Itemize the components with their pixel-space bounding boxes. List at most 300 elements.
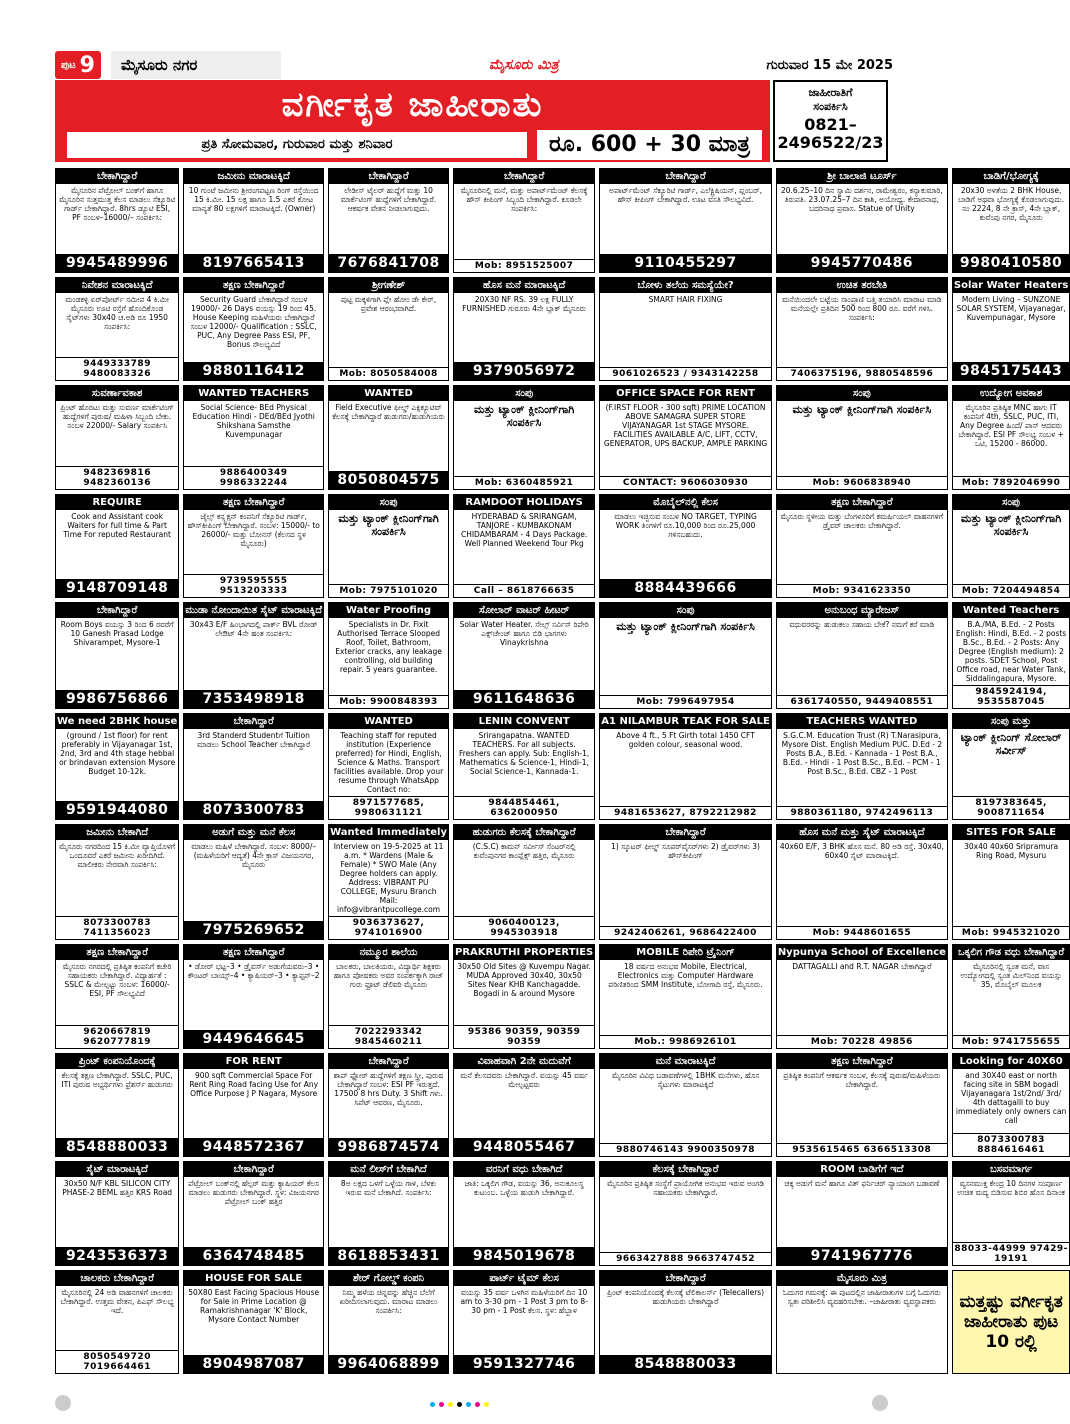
ad-heading: ನಮ್ಮೂರ ಶಾಲೆಯ [329,945,448,960]
ad-body: ಶಾಪ್ ಫ್ಲೋರ್ ಹುದ್ದೆಗಳಿಗೆ ತಕ್ಷಣ ಸ್ತ್ರೀ, ಪುರುಷ ಬೇಕಾಗಿದ್ದಾರೆ ಸಂಬಳ: ESI PF ಇರುತ್ತದೆ. 17500 8 hrs Duty. 3 Shift ಗಳು. ಸಿಪೆಟ್ ಆವರಣ, ಮೈಸೂರು. [333,1070,444,1107]
ad-phone: Mob: 9945321020 [953,926,1069,939]
ad-phone: 9620667819 9620777819 [56,1025,178,1048]
ad-heading: ಮನೆ ಲೀಸ್‌ಗೆ ಬೇಕಾಗಿದೆ [329,1162,448,1177]
ad-heading: ಬೇಕಾಗಿದ್ದಾರೆ [56,169,178,184]
ad-heading: ಬೇಕಾಗಿದ್ದಾರೆ [184,1162,323,1177]
ad-phone: 8884439666 [600,579,771,597]
ad-body: ಮತ್ತು ಟ್ಯಾಂಕ್ ಕ್ಲೀನಿಂಗ್‌ಗಾಗಿ ಸಂಪರ್ಕಿಸಿ [338,511,439,538]
ad-heading: ಬೋಳು ತಲೆಯ ಸಮಸ್ಯೆಯೇ? [600,278,771,293]
ad-phone: 9880746143 9900350978 [600,1143,771,1156]
ad-heading: ಶ್ರೀ ಬಾಲಾಜಿ ಟೂರ್ಸ್ [777,169,947,184]
ad-body: ವಯಸ್ಸು 35 ವರ್ಷ ಒಳಗಿನ ಮಹಿಳೆಯರಿಗೆ ದಿನ 10 am to 3-30 pm - 1 Post 3 pm to 8-30 pm - 1 Post ಕೆಲಸ. ಸ್ಥಳ: ಹೆಬ್ಬಾಳ [460,1287,588,1315]
ad-body: ಮತ್ತು ಟ್ಯಾಂಕ್ ಕ್ಲೀನಿಂಗ್‌ಗಾಗಿ ಸಂಪರ್ಕಿಸಿ [960,511,1062,538]
classified-ad [183,494,324,599]
classified-ad [453,385,595,490]
classified-ad [453,1161,595,1266]
classified-ad [599,1053,772,1158]
contact-line-1: ಜಾಹೀರಾತಿಗೆ [808,86,853,99]
classified-ad [328,494,449,599]
ad-phone: Mob: 9741755655 [953,1035,1069,1048]
ad-phone: 9886400349 9986332244 [184,466,323,489]
classified-ad [453,1270,595,1375]
ad-body: ಪ್ರಿಂಟ್ ಹೊರಟು ಮತ್ತು ಸುವರ್ಣ ಮಾರ್ಕೆಟಿಂಗ್ ಹುದ್ದೆಗಳಿಗೆ ಪುರುಷ/ ಮಹಿಳಾ ಸಿಬ್ಬಂದಿ ಬೇಕು. ಸಂಬಳ 22000/- Salary ಸಂಪರ್ಕಿಸಿ [60,403,174,430]
ad-body: 3rd Standerd Studentಗೆ Tuition ಮಾಡಲು School Teacher ಬೇಕಾಗಿದ್ದಾರೆ [197,731,311,749]
classified-ad [55,1053,179,1158]
ad-heading: ಉದ್ಯೋಗ ಅವಕಾಶ [953,386,1069,401]
ad-heading: ವಿವಾಹವಾಗಿ 2ನೇ ಮದುವೆಗೆ [454,1054,594,1069]
newspaper-logo: ಮೈಸೂರು ಮಿತ್ರ [488,57,559,73]
ad-heading: ಬೇಕಾಗಿದ್ದಾರೆ [56,603,178,618]
ad-phone: 9945770486 [777,254,947,272]
ad-body: ಜೈಲ್ಸ್ ಕನ್ಸ್ಟ್ರಕ್ಷನ್ ಕಂಪನಿಗೆ ಸೆಕ್ಯೂರಿಟಿ ಗಾರ್ಡ್, ಹೌಸ್‌ಕೀಪಿಂಗ್ ಬೇಕಾಗಿದ್ದಾರೆ. ಸಂಬಳ: 15000/- to 26000/- ಮತ್ತು ಬೋನಸ್ (ಕೆಲಸದ ಸ್ಥಳ ಮೈಸೂರು) [187,511,320,548]
ad-phone: Mob: 8951525007 [454,259,594,272]
classified-ad [776,713,948,820]
classified-ad [183,824,324,940]
ad-body: 30x50 Old Sites @ Kuvempu Nagar. MUDA Approved 30x40, 30x50 Sites Near KHB Kanchagadde. Bogadi in & around Mysore [457,962,591,998]
ad-body: (ground / 1st floor) for rent preferably in Vijayanagar 1st, 2nd, 3rd and 4th stage hebbal or brindavan extension Mysore Budget 10-12k. [59,731,176,776]
classified-ad [776,385,948,490]
ad-heading: ತಕ್ಷಣ ಬೇಕಾಗಿದ್ದಾರೆ [184,278,323,293]
ad-heading: REQUIRE [56,495,178,510]
classified-ad [599,277,772,382]
classified-ad [183,1270,324,1375]
ad-phone: 9880361180, 9742496113 [777,806,947,819]
ad-heading: ಸಂಪು [600,603,771,618]
ad-body: 40x60 E/F, 3 BHK ಹೊಸ ಮನೆ. 80 ಅಡಿ ರಸ್ತೆ. 30x40, 60x40 ಸೈಟ್ ಮಾರಾಟಕ್ಕಿದೆ. [779,842,944,860]
ad-heading: ಬೇಕಾಗಿದ್ದಾರೆ [184,714,323,729]
ad-heading: ಶೇರ್ ಗೋಲ್ಡ್ ಕಂಪನಿ [329,1271,448,1286]
classified-ad [776,494,948,599]
ad-body: 1) ಸ್ಕೂಟರ್ ಫೀಲ್ಡ್ ಸೂಪರ್‌ವೈಸರ್‌ಗಳು 2) ಡ್ರೈವರ್‌ಗಳು 3) ಹೌಸ್‌ಕೀಪಿಂಗ್ [611,842,760,860]
classifieds-banner [55,80,770,162]
ad-body: ಅಪಾರ್ಟ್‌ಮೆಂಟ್ ಸೆಕ್ಯೂರಿಟಿ ಗಾರ್ಡ್, ಎಲೆಕ್ಟ್ರಿಷಿಯನ್, ಪ್ಲಂಬರ್, ಹೌಸ್ ಕೀಪಿಂಗ್ ಬೇಕಾಗಿದ್ದಾರೆ. ಊಟ ವಸತಿ ಸೌಲಭ್ಯವಿದೆ. [609,186,763,204]
classified-ad [776,1053,948,1158]
ad-body: 20.6.25–10 ದಿನ ಸ್ವಾಮಿ ದರ್ಶನ, ರಾಮೇಶ್ವರಂ, ಕನ್ಯಾಕುಮಾರಿ, ತಿರುಪತಿ. 23.07.25–7 ದಿನ ಕಾಶಿ, ಅಯೋಧ್ಯ. ಕೇದಾರನಾಥ, ಬದರಿನಾಥ ಪ್ರವಾಸ. Statue of Unity [780,186,943,213]
ad-heading: ಮೈಸೂರು ಮಿತ್ರ [777,1271,947,1286]
ad-body: (C.S.C) ಕಾಮನ್ ಸರ್ವೀಸ್ ಸೆಂಟರ್‌ನಲ್ಲಿ ಕುವೆಂಪುನಗರ ಕಾಂಪ್ಲೆಕ್ಸ್ ಹತ್ತಿರ, ಮೈಸೂರು [472,842,576,860]
classified-ad [776,168,948,273]
ad-phone: 6361740550, 9449408551 [777,695,947,708]
ad-heading: ಜಮೀನು ಬೇಕಾಗಿದೆ [56,825,178,840]
classified-ad [55,385,179,490]
ad-heading: ಮೊಬೈಲ್‌ನಲ್ಲಿ ಕೆಲಸ [600,495,771,510]
ad-heading: ಸಂಪು [777,386,947,401]
ad-heading: ಮನೆ ಮಾರಾಟಕ್ಕಿದೆ [600,1054,771,1069]
ad-body: 900 sqft Commercial Space For Rent Ring Road facing Use for Any Office Purpose J P Nagara, Mysore [189,1070,319,1098]
classified-ad [328,1161,449,1266]
ad-body: ಪುಟ್ಟ ಮಕ್ಕಳಿಗಾಗಿ ಪ್ಲೇ ಹೋಂ ಡೇ ಕೇರ್, ಪ್ರವೇಶ ಆರಂಭವಾಗಿದೆ. [340,294,437,313]
ad-body: Field Executive ಫೀಲ್ಡ್ ಎಕ್ಸಿಕ್ಯೂಟಿವ್ ಕೆಲಸಕ್ಕೆ ಬೇಕಾಗಿದ್ದಾರೆ ಹುಡುಗರು/ಹುಡುಗಿಯರು [332,403,445,421]
classified-ad [453,1053,595,1158]
ad-phone: 6364748485 [184,1247,323,1265]
ad-body: Room Boys ವಯಸ್ಸು 3 ರಿಂದ 6 ರವರೆಗೆ 10 Ganesh Prasad Lodge Shivarampet, Mysore-1 [60,620,174,647]
ad-body: ಮಂಡಕಳ್ಳಿ ಏರ್‌ಪೋರ್ಟ್ ಸಮೀಪ 4 ಕಿ.ಮೀ ಮೈಸೂರು ಊಟಿ ರಸ್ತೆಗೆ ಹೊಂದಿಕೊಂಡ ಸೈಟ್‌ಗಳು 30x40 ಚ.ಅಡಿ ರೂ 1950 ಸಂಪರ್ಕಿಸಿ: [65,294,170,331]
page-label: ಪುಟ [61,59,76,71]
ad-body: SMART HAIR FIXING [648,294,723,304]
classified-ad [183,1161,324,1266]
ad-body: ವಧುವರರನ್ನು ಹುಡುಕಲು ಸಹಾಯ ಬೇಕೆ? ನಮಗೆ ಕರೆ ಮಾಡಿ [789,620,935,629]
ad-phone: Mob.: 9986926101 [600,1035,771,1048]
ad-phone: 9880116412 [184,362,323,380]
ad-body: ಮಾಡಲು ಮಹಿಳೆ ಬೇಕಾಗಿದ್ದಾರೆ. ಸಂಬಳ: 8000/– (ಮಹಿಳೆಯರಿಗೆ ಆದ್ಯತೆ) 4ನೇ ಕ್ರಾಸ್ ವಿಜಯನಗರ, ಮೈಸೂರು [191,842,317,869]
contact-phone: 0821–2496522/23 [777,115,884,152]
banner-title: ವರ್ಗೀಕೃತ ಜಾಹೀರಾತು [281,85,544,125]
classified-ad [776,277,948,382]
ad-body: Solar Water Heater. ಸೇಲ್ಸ್ ಸರ್ವಿಸ್ ರಿಪೇರಿ ಎಕ್ಸ್‌ಚೇಂಜ್ ಹಾಗೂ ಬಿಡಿ ಭಾಗಗಳು Vinaykrishna [459,620,589,647]
ad-heading: Wanted Teachers [953,603,1069,618]
ad-phone: 8197665413 [184,254,323,272]
ad-phone: 9535615465 6366513308 [777,1143,947,1156]
classified-ad [328,602,449,709]
ad-phone: Mob: 8050584008 [329,367,448,380]
classified-ad [952,494,1070,599]
ad-phone: 8618853431 [329,1247,448,1265]
ad-phone: 7676841708 [329,254,448,272]
classified-ad [183,168,324,273]
ad-body: ಪೆಟ್ರೋಲ್ ಬಂಕ್‌ನಲ್ಲಿ ಹೆಲ್ಪರ್ ಮತ್ತು ಕ್ಯಾಷಿಯರ್ ಕೆಲಸ ಮಾಡಲು ಹುಡುಗರು ಬೇಕಾಗಿದ್ದಾರೆ. ಸ್ಥಳ: ವಿಜಯನಗರ ಪೆಟ್ರೋಲ್ ಬಂಕ್ ಹತ್ತಿರ [188,1179,320,1206]
ad-heading: ಒಕ್ಕಲಿಗ ಗೌಡ ವಧು ಬೇಕಾಗಿದ್ದಾರೆ [953,945,1069,960]
ad-body: ಲೇಡೀಸ್ ಟೈಲರ್ ಹುದ್ದೆಗೆ ಮತ್ತು 10 ಮಾರ್ಕೆಟಿಂಗ್ ಹುದ್ದೆಗಳಿಗೆ ಬೇಕಾಗಿದ್ದಾರೆ. ಆಕರ್ಷಕ ವೇತನ ನೀಡಲಾಗುವುದು. [340,186,437,213]
color-dots [430,1402,489,1407]
ad-body: 8ಅ ಲಕ್ಷದ ಒಳಗೆ ಒಳ್ಳೆಯ ಗಾಳಿ, ಬೆಳಕು ಇರುವ ಮನೆ ಬೇಕಾಗಿದೆ. ಸಂಪರ್ಕಿಸಿ: [340,1179,437,1197]
classified-ad [328,713,449,820]
classified-ad [599,1270,772,1375]
ad-phone: 8073300783 8884616461 [953,1133,1069,1156]
ad-body: ಮೈಸೂರಿನ ಪೆಟ್ರೋಲ್ ಬಂಕ್‌ಗೆ ಹಾಗೂ ಮೈಸೂರಿನ ಸುತ್ತಮುತ್ತ ಕೆಲಸ ಮಾಡಲು ಸೆಕ್ಯೂರಿಟಿ ಗಾರ್ಡ್ ಬೇಕಾಗಿದ್ದಾರೆ. 8hrs ಡ್ಯೂಟಿ ESI, PF ಸಂಬಳ–16000/– ಸಂಪರ್ಕಿಸಿ: [59,186,176,222]
ad-body: ಮೈಸೂರಿನಲ್ಲಿ ಸ್ವಂತ ಮನೆ, ವಾಸ ಉದ್ಯೋಗದಲ್ಲಿ ಸ್ವಂತ ಮಿಲ್‌ನಿಂದ ವಯಸ್ಸು 35, ಮೊಬೈಲ್ ಮೂಲಕ [960,962,1062,989]
ad-heading: MOBILE ರಿಪೇರಿ ಟ್ರೈನಿಂಗ್ [600,945,771,960]
ad-phone: 8050549720 7019664461 [56,1350,178,1373]
classified-ad [183,1053,324,1158]
ad-heading: OFFICE SPACE FOR RENT [600,386,771,401]
ad-heading: Wanted Immediately [330,827,448,838]
ad-heading: ತಕ್ಷಣ ಬೇಕಾಗಿದ್ದಾರೆ [777,495,947,510]
ad-body: ಮೈಸೂರಿನ ಪ್ರತಿಷ್ಠಿತ ಸಂಸ್ಥೆಗೆ ಪ್ರಾಯೋಗಿಕ ಅನುಭವ ಇರುವ ಅಂಗಡಿ ಸಹಾಯಕರು ಬೇಕಾಗಿದ್ದಾರೆ. [607,1179,765,1197]
classified-ad [776,824,948,940]
classified-ad [776,602,948,709]
classified-ad [952,602,1070,709]
ad-body: 30x40 40x60 Sripramura Ring Road, Mysuru [964,842,1059,860]
ad-phone: 9379056972 [454,362,594,380]
ad-phone: 9148709148 [56,579,178,597]
ad-body: ಮತ್ತು ಟ್ಯಾಂಕ್ ಕ್ಲೀನಿಂಗ್‌ಗಾಗಿ ಸಂಪರ್ಕಿಸಿ [616,620,755,633]
ad-body: Interview on 19-5-2025 at 11 a.m. * Wardens (Male & Female) * SWO Male (Any Degree holders can apply. Address: VIBRANT PU COLLEGE, Mysuru Branch Mail: info@vibrantpucollege.com [333,842,444,914]
ad-heading: FOR RENT [184,1054,323,1069]
classified-ad [599,1161,772,1266]
page-number-box [55,51,101,79]
ad-phone: 9036373627, 9741016900 [329,916,448,939]
contact-line-2: ಸಂಪರ್ಕಿಸಿ [813,100,848,113]
classified-ad [952,385,1070,490]
classified-ad [328,824,449,940]
ad-phone: Mob: 7975101020 [329,584,448,597]
ad-phone: 8971577685, 9980631121 [329,796,448,819]
ad-body: Cook and Assistant cook Waiters for full time & Part Time For reputed Restaurant [63,511,171,539]
ad-heading: ಜಮೀನು ಮಾರಾಟಕ್ಕಿದೆ [184,169,323,184]
ad-body: Specialists in Dr. Fixit Authorised Terrace Slooped Roof, Toilet, Bathroom, Exterior cracks, any leakage controlling, old building repair. 5 years guarantee. [335,620,442,674]
ad-heading: We need 2BHK house [57,716,178,727]
ad-heading: ಪ್ರಿಂಟ್ ಕಂಪನಿಯೊಂದಕ್ಕೆ [56,1054,178,1069]
ad-phone: Mob: 9900848393 [329,695,448,708]
ad-body: 10 ಗುಂಟೆ ಜಮೀನು ಶ್ರೀರಂಗಪಟ್ಟಣ ರಿಂಗ್ ರಸ್ತೆಯಿಂದ 15 ಕಿ.ಮೀ. 15 ಲಕ್ಷ ಹಾಗೂ 1.5 ಎಕರೆ ಕೋಟ ಮಾನ್ಯತೆ 80 ಲಕ್ಷಗಳಿಗೆ ಮಾರಾಟಕ್ಕಿದೆ. (Owner) [188,186,319,213]
registration-mark [55,1395,71,1411]
ad-heading: ಸಂಪು ಮತ್ತು [953,714,1069,729]
ad-heading: Nypunya School of Excellence [777,947,946,958]
classified-ad [952,1053,1070,1158]
ad-body: ಮೈಸೂರು ನಗರದಲ್ಲಿ ಪ್ರತಿಷ್ಠಿತ ಕಂಪನಿಗೆ ಕಚೇರಿ ಸಹಾಯಕರು ಬೇಕಾಗಿದ್ದಾರೆ. ವಿದ್ಯಾರ್ಹತೆ : SSLC & ಮೇಲ್ಪಟ್ಟು ಸಂಬಳ: 16000/- ESI, PF ಸೌಲಭ್ಯವಿದೆ [62,962,172,998]
ad-body: ಮನೆ ಕೆಲಸದವರು ಬೇಕಾಗಿದ್ದಾರೆ. ವಯಸ್ಸು 45 ವರ್ಷ ಮೇಲ್ಪಟ್ಟವರು [460,1070,588,1089]
ad-heading: ತಕ್ಷಣ ಬೇಕಾಗಿದ್ದಾರೆ [777,1054,947,1069]
ad-heading: ಬೇಕಾಗಿದ್ದಾರೆ [600,169,771,184]
ad-body: Srirangapatna. WANTED TEACHERS. For all subjects. Freshers can apply. Sub: English-1, Mathematics & Science-1, Hindi-1, Social Science-1, Kannada-1. [459,731,590,776]
ad-heading: Solar Water Heaters [953,279,1069,291]
ad-heading: PRAKRUTHI PROPERTIES [455,947,594,958]
classified-ad [952,713,1070,820]
classified-ad [952,944,1070,1049]
ad-phone: 7353498918 [184,690,323,708]
ad-heading: ತಕ್ಷಣ ಬೇಕಾಗಿದ್ದಾರೆ [184,495,323,510]
ad-phone: 9980410580 [953,254,1069,272]
ad-heading: ROOM ಬಾಡಿಗೆಗೆ ಇದೆ [777,1162,947,1177]
classified-ad [183,602,324,709]
ad-body: 20x30 ಅಳತೆಯ 2 BHK House, ಬಾಡಿಗೆ ಅಥವಾ ಭೋಗ್ಯಕ್ಕೆ ಕೊಡಲಾಗುವುದು. ನಂ 2224, 8 ನೇ ಕ್ರಾಸ್, 4ನೇ ಬ್ಲಾಕ್, ಕುವೆಂಪು ನಗರ, ಮೈಸೂರು [958,186,1065,222]
classified-ad [599,713,772,820]
ad-body: ಮೈಸೂರು ನಗರದಿಂದ 15 ಕಿ.ಮೀ ವ್ಯಾಪ್ತಿಯೊಳಗೆ ಒಂದೂವರೆ ಎಕರೆ ಜಮೀನು ಖರೀದಿಗಿದೆ. ಮಾಲೀಕರು ನೇರವಾಗಿ ಸಂಪರ್ಕಿಸಿ: [59,842,176,869]
ad-heading: WANTED TEACHERS [184,386,323,401]
ad-body: 18 ವರ್ಷದ ಅನುಭವ Mobile, Electrical, Electronics ಮತ್ತು Computer Hardware ಪರಿಣಿತರಿಂದ SMM Institute, ಬೋಗಾದಿ ರಸ್ತೆ, ಮೈಸೂರು. [608,962,763,989]
classified-ad [453,713,595,820]
section-city: ಮೈಸೂರು ನಗರ [111,51,281,79]
ad-body: ಮತ್ತು ಟ್ಯಾಂಕ್ ಕ್ಲೀನಿಂಗ್‌ಗಾಗಿ ಸಂಪರ್ಕಿಸಿ [792,403,932,416]
ad-phone: 9481653627, 8792212982 [600,806,771,819]
ad-phone: 9741967776 [777,1247,947,1265]
classified-ad [599,944,772,1049]
ad-body: Above 4 ft., 5 Ft Girth total 1450 CFT golden colour, seasonal wood. [616,731,755,749]
ad-body: ಪ್ರಿಂಟ್ ಕಂಪನಿಯೊಂದಕ್ಕೆ ಕೆಲಸಕ್ಕೆ ಟೆಲಿಕಾಲರ್ಸ್ (Telecallers) ಹುಡುಗಿಯರು ಬೇಕಾಗಿದ್ದಾರೆ [606,1287,765,1306]
classified-ad [952,824,1070,940]
ad-body: Social Science- BEd Physical Education Hindi - DEd/BEd Jyothi Shikshana Samsthe Kuvempunagar [192,403,315,439]
ad-phone: Call – 8618766635 [454,584,594,597]
banner-subtitle: ಪ್ರತಿ ಸೋಮವಾರ, ಗುರುವಾರ ಮತ್ತು ಶನಿವಾರ [67,132,527,158]
ad-phone: 9060400123, 9945303918 [454,916,594,939]
classified-ad [55,168,179,273]
classified-ad [453,944,595,1049]
classified-ad [183,713,324,820]
ad-body: 30x50 N/F KBL SILICON CITY PHASE-2 BEML ಹತ್ತಿರ KRS Road [62,1179,173,1197]
ad-body: ಮೈಸೂರಿನ ಪ್ರತಿಷ್ಠಿತ MNC ಹಾಗು IT ಕಂಪನಿಗೆ 4th, SSLC, PUC, ITI, Any Degree ಹಿಂದೆ/ ಪಾಸ್ ಆದವರು ಬೇಕಾಗಿದ್ದಾರೆ. ESI PF ಸೌಲಭ್ಯ ಸಂಬಳ + ಒಟಿ, 15200 - 86000. [958,403,1064,448]
ad-phone: 9243536373 [56,1247,178,1265]
classified-ad [328,1270,449,1375]
ad-phone: 9844854461, 6362000950 [454,796,594,819]
ad-heading: ಅಡುಗೆ ಮತ್ತು ಮನೆ ಕೆಲಸ [184,825,323,840]
classified-ad [55,602,179,709]
ad-heading: TEACHERS WANTED [777,714,947,729]
ad-body: ಮತ್ತು ಟ್ಯಾಂಕ್ ಕ್ಲೀನಿಂಗ್‌ಗಾಗಿ ಸಂಪರ್ಕಿಸಿ [473,403,575,429]
ad-phone: 8197383645, 9008711654 [953,796,1069,819]
classified-ad [599,168,772,273]
ad-heading: ತಕ್ಷಣ ಬೇಕಾಗಿದ್ದಾರೆ [56,945,178,960]
ad-body: ಮೈಸೂರು ಸ್ಥಳೀಯ ಮತ್ತು ಬೆಂಗಳೂರಿಗೆ ಕಮರ್ಷಿಯಲ್ ವಾಹನಗಳಿಗೆ ಡ್ರೈವರ್ ಚಾಲಕರು ಬೇಕಾಗಿದ್ದಾರೆ. [780,511,944,530]
ad-phone: 8073300783 7411356023 [56,916,178,939]
ad-heading: ಕೆಲಸಕ್ಕೆ ಬೇಕಾಗಿದ್ದಾರೆ [600,1162,771,1177]
ad-phone: Mob: 70228 49856 [777,1035,947,1048]
ad-phone: 9739595555 9513203333 [184,574,323,597]
ad-body: ಮಾಡಲು ಇಚ್ಛಿಸುವ ಸಂಬಳ NO TARGET, TYPING WORK ತಿಂಗಳಿಗೆ ರೂ.10,000 ರಿಂದ ರೂ.25,000 ಗಳಿಸಬಹುದು. [614,511,757,539]
ad-phone: 9449333789 9480083326 [56,357,178,380]
ad-heading: ಹೊಸ ಮನೆ ಮಾರಾಟಕ್ಕಿದೆ [454,278,594,293]
classified-ad [328,1053,449,1158]
classified-ad [328,944,449,1049]
ad-body: 30x43 E/F ಹಿಂಭಾಗದಲ್ಲಿ ಪಾರ್ಕ್ BVL ರೋಡ್ ಲೇಔಟ್ 4ನೇ ಹಂತ ಸಂಪರ್ಕಿಸಿ: [189,620,318,638]
ad-heading: ಸಂಪು [953,495,1069,510]
ad-body: ವ್ಯಸನಮುಕ್ತ ಕೇಂದ್ರ 10 ದಿನಗಳ ಸಂಪೂರ್ಣ ಉಚಿತ ಮದ್ಯ ಬಿಡಿಸುವ ಶಿಬಿರ ಹೊಸ ದಿನಾಂಕ [957,1179,1065,1197]
ad-body: DATTAGALLI and R.T. NAGAR ಬೇಕಾಗಿದ್ದಾರೆ [792,962,932,971]
ad-phone: Mob: 9341623350 [777,584,947,597]
ad-phone: 9242406261, 9686422400 [600,926,771,939]
ad-phone: Mob: 6360485921 [454,476,594,489]
ad-heading: ಬೇಕಾಗಿದ್ದಾರೆ [600,825,771,840]
classified-ad [599,824,772,940]
ad-phone: 9845175443 [953,362,1069,380]
ad-phone: 9945489996 [56,254,178,272]
ad-phone: 7406375196, 9880548596 [777,367,947,380]
ad-body: ಟ್ಯಾಂಕ್ ಕ್ಲೀನಿಂಗ್ ಸೋಲಾರ್ ಸರ್ವೀಸ್ [960,731,1062,757]
ad-phone: Mob: 7996497954 [600,695,771,708]
ad-heading: ನಿವೇಶನ ಮಾರಾಟಕ್ಕಿದೆ [56,278,178,293]
page-header [55,50,893,80]
classified-ad [453,277,595,382]
classified-ad [776,944,948,1049]
classified-ad [599,385,772,490]
classified-ad [55,944,179,1049]
ad-heading: ಬಾಡಿಗೆ/ಭೋಗ್ಯಕ್ಕೆ [953,169,1069,184]
page-number: 9 [79,52,95,78]
ad-heading: ಸೋಲಾರ್ ವಾಟರ್ ಹೀಟರ್ [454,603,594,618]
ad-body: ನಿಮ್ಮ ಹಳೆಯ ಚಿನ್ನವನ್ನು ಹೆಚ್ಚಿನ ಬೆಲೆಗೆ ಖರೀದಿಸಲಾಗುವುದು. ಮಾರಾಟ ಮಾಡಲು ಸಂಪರ್ಕಿಸಿ: [339,1287,438,1315]
ad-body: ಬಾಲಕರು, ಬಾಲಕಿಯರು, ವಿದ್ಯಾರ್ಥಿ ಶಿಕ್ಷಕರು ಹಾಗೂ ಪೋಷಕರು ಅವರ ಸಂಪರ್ಕಕ್ಕಾಗಿ ರಾಜ್ ಗುರು ಫ್ರೂಟ್ ಡೆಲಿವರಿ ಮೈಸೂರು [333,962,444,989]
ad-heading: ಹೊಸ ಮನೆ ಮತ್ತು ಸೈಟ್ ಮಾರಾಟಕ್ಕಿದೆ [777,825,947,840]
ad-body: 20X30 NF RS. 39 ಲಕ್ಷ FULLY FURNISHED ಗುರೂರು 4ನೇ ಬ್ಲಾಕ್ ಮೈಸೂರು [462,294,587,313]
ad-heading: ಪಾರ್ಟ್ ಟೈಮ್ ಕೆಲಸ [454,1271,594,1286]
classified-ad [328,168,449,273]
ad-phone: 9964068899 [329,1355,448,1373]
ad-phone: Mob: 7204494854 [953,584,1069,597]
ad-body: ಜಾತಿ: ಒಕ್ಕಲಿಗ ಗೌಡ, ವಯಸ್ಸು 36, ಅನುಕೂಲಸ್ಥ ಕುಟುಂಬ. ಒಳ್ಳೆಯ ಹುಡುಗಿ ಬೇಕಾಗಿದ್ದಾರೆ. [464,1179,584,1197]
ad-phone: 8548880033 [56,1138,178,1156]
ad-body: Teaching staff for reputed institution (Experience preferred) for Hindi, English, Science & Maths. Transport facilities available. Drop your resume through WhatsApp Contact no: [333,731,444,794]
ad-heading: WANTED [329,714,448,729]
ad-body: and 30X40 east or north facing site in SBM bogadi Vijayanagara 1st/2nd/ 3rd/ 4th dattagalli to buy immediately only owners can call [955,1070,1067,1125]
ad-heading: ಬೇಕಾಗಿದ್ದಾರೆ [454,169,594,184]
classified-ad [328,385,449,490]
ad-body: ಮನೆಯಿಂದಲೇ ಬಟ್ಟೆಯ ಸಾಂಪ್ರಾಣಿ ಬತ್ತಿ ತಯಾರಿಸಿ ಮಾರಾಟ ಮಾಡಿ ಮನೆಯಲ್ಲೇ ಪ್ರತಿದಿನ 500 ರಿಂದ 800 ರೂ. ವರೆಗೆ ಗಳಿಸಿ. ಸಂಪರ್ಕಿಸಿ: [782,294,942,322]
ad-heading: A1 NILAMBUR TEAK FOR SALE [601,716,770,727]
ad-heading: ಬೇಕಾಗಿದ್ದಾರೆ [329,1054,448,1069]
ad-heading: ಹುಡುಗರು ಕೆಲಸಕ್ಕೆ ಬೇಕಾಗಿದ್ದಾರೆ [454,825,594,840]
ad-body: ಓದುಗರ ಗಮನಕ್ಕೆ: ಈ ಪುಟದಲ್ಲಿನ ಜಾಹೀರಾತುಗಳ ಬಗ್ಗೆ ಓದುಗರು ಸ್ವತಃ ಪರಿಶೀಲಿಸಿ ವ್ಯವಹರಿಸಬೇಕು. –ಜಾಹೀರಾತು ವ್ಯವಸ್ಥಾಪಕರು [783,1287,941,1306]
classified-ad [183,277,324,382]
ad-phone: 9986874574 [329,1138,448,1156]
classified-ad [183,944,324,1049]
ad-phone: 95386 90359, 90359 90359 [454,1025,594,1048]
ad-heading: ಬೇಕಾಗಿದ್ದಾರೆ [600,1271,771,1286]
ad-body: ಮೈಸೂರಿನ ವಿವಿಧ ಬಡಾವಣೆಗಳಲ್ಲಿ 1BHK ಮನೆಗಳು, ಹೊಸ ಸೈಟುಗಳು ಮಾರಾಟಕ್ಕಿದೆ [611,1070,760,1089]
ad-phone: 7975269652 [184,921,323,939]
ad-heading: ವರನಿಗೆ ವಧು ಬೇಕಾಗಿದೆ [454,1162,594,1177]
ad-body: ಕೆಲಸಕ್ಕೆ ತಕ್ಷಣ ಬೇಕಾಗಿದ್ದಾರೆ. SSLC, PUC, ITI ಪುರುಷ ಅಭ್ಯರ್ಥಿಗಳು ಫ್ರೆಶರ್ಸ್ ಹುಡುಗರು [61,1070,173,1089]
classified-ad [453,824,595,940]
ad-phone: Mob: 9606838940 [777,476,947,489]
ad-phone: 9611648636 [454,690,594,708]
classified-ad [952,1161,1070,1266]
ad-phone: 9061026523 / 9343142258 [600,367,771,380]
ad-phone: 9845019678 [454,1247,594,1265]
ad-heading: ಬಸವಮಾರ್ಗ [953,1162,1069,1177]
ad-body: ಮೈಸೂರಿನಲ್ಲಿ ಮನೆ, ಮತ್ತು ಅಪಾರ್ಟ್‌ಮೆಂಟ್ ಕೆಲಸಕ್ಕೆ ಹೌಸ್ ಕೀಪಿಂಗ್ ಸಿಬ್ಬಂದಿ ಬೇಕಾಗಿದ್ದಾರೆ. ಕೂಡಲೇ ಸಂಪರ್ಕಿಸಿ: [460,186,588,213]
ad-heading: HOUSE FOR SALE [184,1271,323,1286]
classified-ad [776,1161,948,1266]
ad-heading: ಶ್ರೀಗಣೇಶ್ [329,278,448,293]
ad-heading: SITES FOR SALE [953,825,1069,840]
ad-heading: ಬೇಕಾಗಿದ್ದಾರೆ [329,169,448,184]
classified-ad [55,277,179,382]
ad-heading: ಅನುಬಂಧ ಮ್ಯಾರೇಜಸ್ [777,603,947,618]
ad-contact-box [773,80,888,162]
classified-ad [599,602,772,709]
ad-phone: Mob: 9448601655 [777,926,947,939]
ad-phone: 9663427888 9663747452 [600,1252,771,1265]
ad-phone: 7022293342 9845460211 [329,1025,448,1048]
issue-date: ಗುರುವಾರ 15 ಮೇ 2025 [766,57,893,73]
ad-body: HYDERABAD & SRIRANGAM, TANJORE - KUMBAKONAM CHIDAMBARAM - 4 Days Package. Well Planned Weekend Tour Pkg [460,511,588,548]
banner-price: ರೂ. 600 + 30 ಮಾತ್ರ [537,130,762,160]
classified-ad [55,494,179,599]
classified-ad [952,277,1070,382]
classified-ad [952,1270,1070,1375]
ad-heading: Looking for 40X60 [953,1054,1069,1069]
ad-heading: ಸಂಪು [329,495,448,510]
classified-ad [776,1270,948,1375]
ad-body: B.A./MA, B.Ed. - 2 Posts English: Hindi, B.Ed. - 2 posts B.Sc., B.Ed. - 2 Posts: Any Degree (English medium): 2 posts. SDET School, Post Office road, near Water Tank, Siddalingapura, Mysore. [955,620,1067,683]
ad-body: 50X80 East Facing Spacious House for Sale in Prime Location @ Ramakrishnanagar 'K' Block, Mysore Contact Number [188,1287,320,1324]
classified-ad [599,494,772,599]
ad-body: ಮೈಸೂರಿನಲ್ಲಿ 24 ಅಡಿ ವಾಹನಗಳಿಗೆ ಚಾಲಕರು ಬೇಕಾಗಿದ್ದಾರೆ. ಉತ್ತಮ ವೇತನ, ಪಿಎಫ್ ಸೌಲಭ್ಯ ಇದೆ. [60,1287,174,1315]
ad-heading: LENIN CONVENT [454,714,594,729]
ad-phone: 9482369816 9482360136 [56,466,178,489]
ad-heading: ಉಚಿತ ತರಬೇತಿ [777,278,947,293]
ad-phone: Mob: 7892046990 [953,476,1069,489]
ad-phone: 8548880033 [600,1355,771,1373]
ad-heading: ಸಂಪು [454,386,594,401]
classified-ad [55,713,179,820]
ad-phone: CONTACT: 9606030930 [600,476,771,489]
ad-heading: ಸೈಟ್ ಮಾರಾಟಕ್ಕಿದೆ [56,1162,178,1177]
ad-phone: 8073300783 [184,801,323,819]
ad-phone: 8904987087 [184,1355,323,1373]
ad-heading: WANTED [329,386,448,401]
ad-phone: 9591327746 [454,1355,594,1373]
ad-phone: 88033-44999 97429-19191 [954,1243,1068,1264]
ad-phone: 9845924194, 9535587045 [953,685,1069,708]
ad-body: (F.IRST FLOOR - 300 sqft) PRIME LOCATION ABOVE SAMAGRA SUPER STORE VIJAYANAGAR 1st STAGE MYSORE. FACILITIES AVAILABLE A/C, LIFT, CCTV, GENERATOR, UPS BACKUP, AMPLE PARKING [603,403,768,448]
ad-body: S.G.C.M. Education Trust (R) T.Narasipura, Mysore Dist. English Medium PUC. D.Ed - 2 Posts B.A., B.Ed. - Kannada - 1 Post B.A., B.Ed. - Hindi - 1 Post B.Sc., B.Ed. - PCM - 1 Post B.Sc., B.Ed. CBZ - 1 Post [781,731,943,776]
ad-body: ಚಿಕ್ಕ ಅಡುಗೆ ಮನೆ ಹಾಗೂ ವಿತ್ ಫರ್ನಿಚರ್ ನ್ಯಾಯಾಂಗ ಬಡಾವಣೆ [784,1179,940,1188]
ad-heading: RAMDOOT HOLIDAYS [454,495,594,510]
ad-heading: ಚಾಲಕರು ಬೇಕಾಗಿದ್ದಾರೆ [56,1271,178,1286]
classified-ads-grid [55,168,1069,1374]
ad-phone: 9986756866 [56,690,178,708]
classified-ad [453,494,595,599]
